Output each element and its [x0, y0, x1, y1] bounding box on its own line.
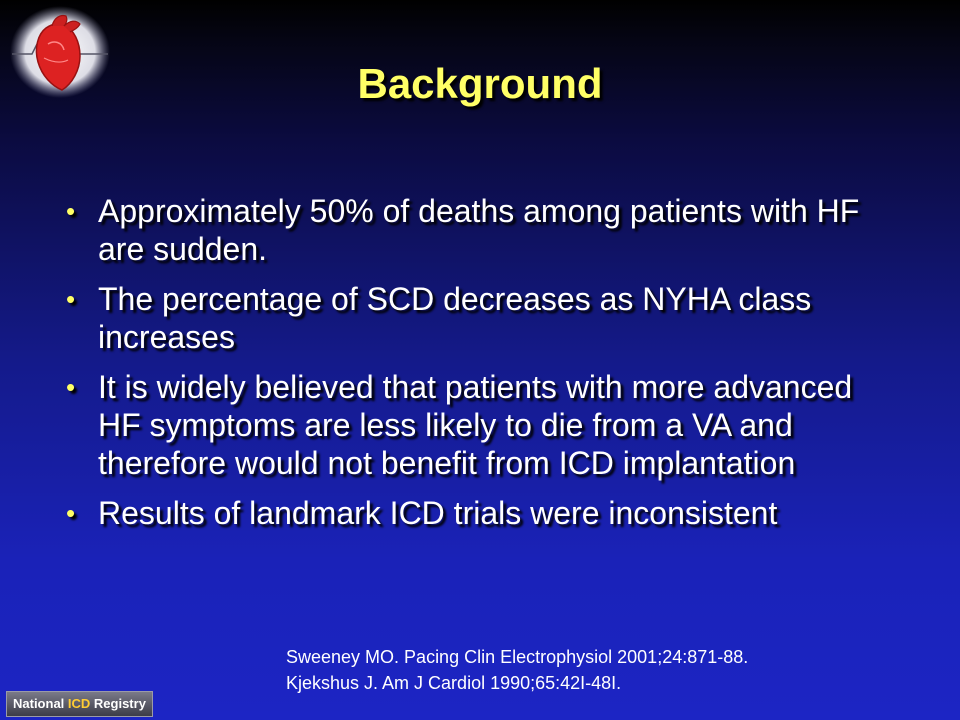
bullet-icon: • — [66, 196, 76, 226]
references — [286, 644, 748, 696]
bullet-text: It is widely believed that patients with more advanced HF symptoms are less likely to die from a VA and therefore would not benefit from ICD implantation — [98, 369, 853, 481]
footer-brand-suffix: Registry — [90, 696, 146, 711]
bullet-item — [64, 280, 884, 356]
reference-line: Kjekshus J. Am J Cardiol 1990;65:42I-48I. — [286, 673, 622, 693]
bullet-text: The percentage of SCD decreases as NYHA class increases — [98, 281, 812, 355]
bullet-item — [64, 494, 884, 532]
slide-title: Background — [357, 60, 603, 107]
bullet-text: Approximately 50% of deaths among patients with HF are sudden. — [98, 193, 860, 267]
bullet-icon: • — [66, 284, 76, 314]
bullet-list — [64, 192, 884, 544]
bullet-item — [64, 192, 884, 268]
bullet-icon: • — [66, 372, 76, 402]
footer-brand-highlight: ICD — [67, 696, 91, 711]
bullet-item — [64, 368, 884, 482]
footer-logo — [6, 691, 153, 717]
footer-brand-prefix: National — [13, 696, 68, 711]
reference-line: Sweeney MO. Pacing Clin Electrophysiol 2001;24:871-88. — [286, 647, 749, 667]
bullet-icon: • — [66, 498, 76, 528]
bullet-text: Results of landmark ICD trials were inconsistent — [98, 495, 778, 531]
